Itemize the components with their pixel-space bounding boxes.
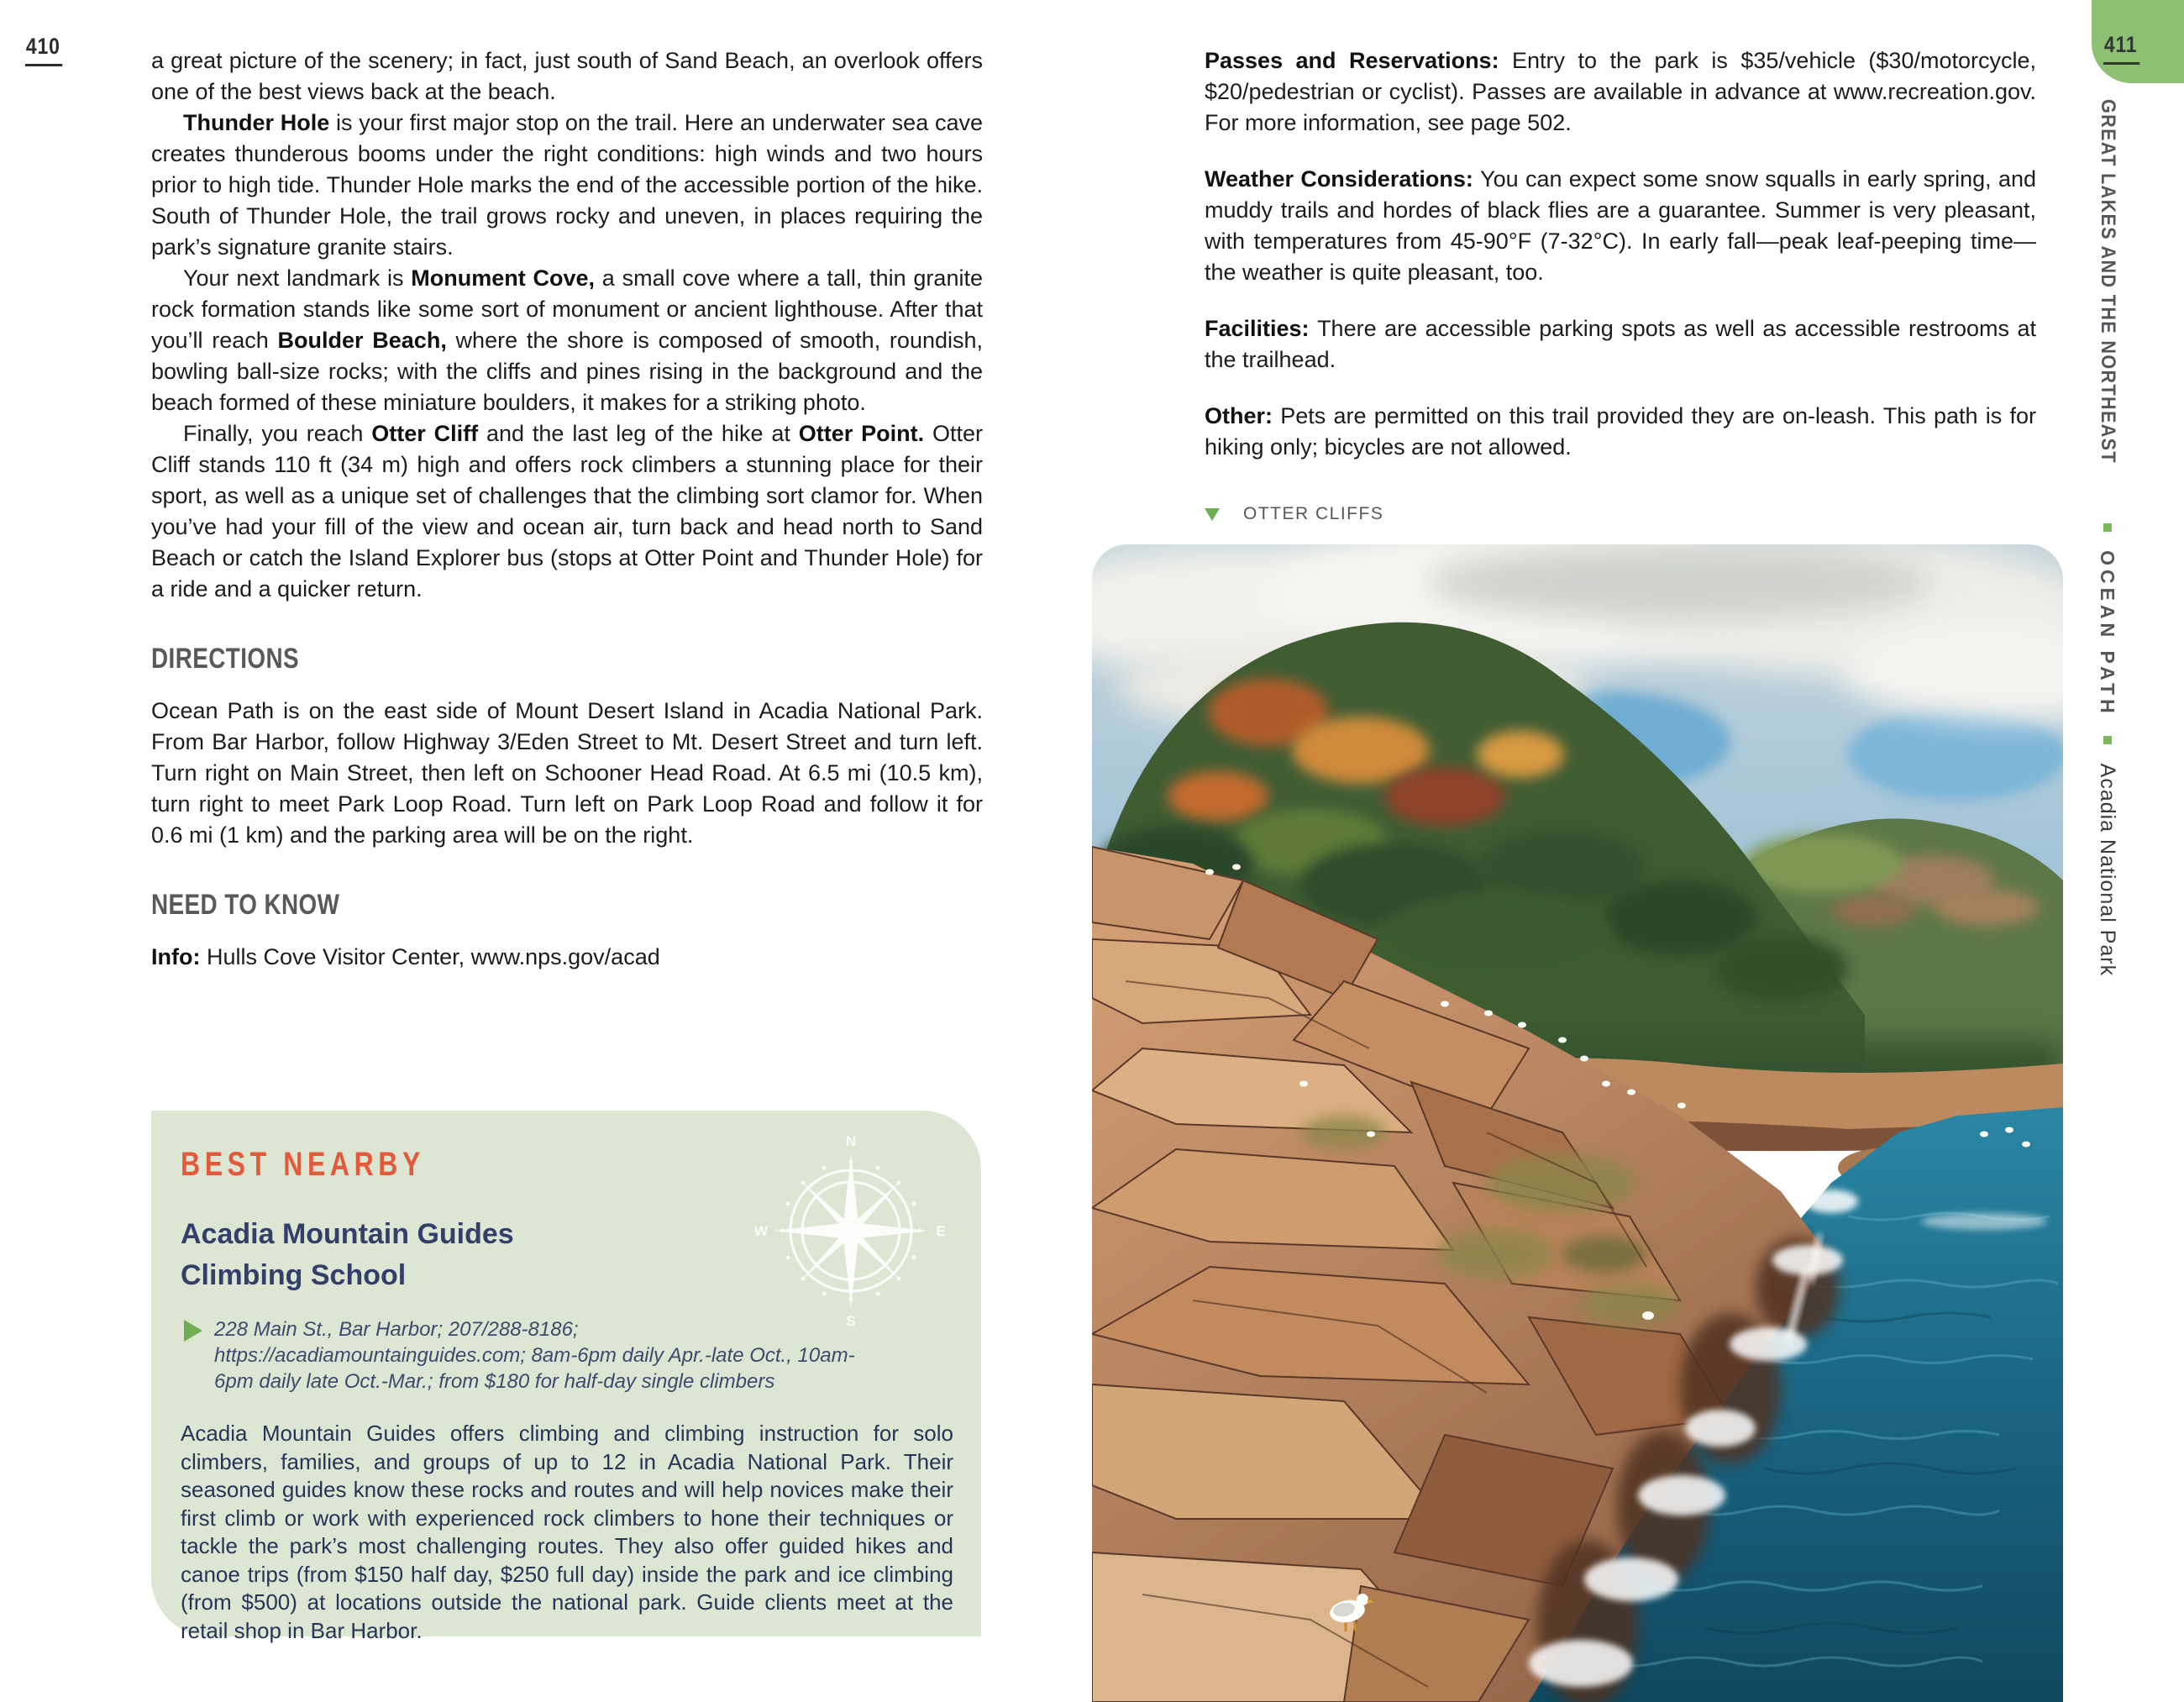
info-label: Info: — [151, 944, 207, 969]
svg-text:S: S — [846, 1313, 856, 1327]
listing-details-row — [184, 1316, 953, 1395]
triangle-bullet-icon — [184, 1320, 202, 1342]
green-square-separator-icon — [2103, 523, 2112, 532]
info-block: Other: Pets are permitted on this trail provided they are on-leash. This path is for hiking only; bicycles are not allowed. — [1205, 403, 2036, 460]
listing-details: 228 Main St., Bar Harbor; 207/288-8186; https://acadiamountainguides.com; 8am-6pm daily Apr.-late Oct., 10am-6pm daily late Oct.-Mar.; from $180 for half-day single climbers — [214, 1318, 855, 1393]
info-value: Hulls Cove Visitor Center, www.nps.gov/acad — [206, 944, 660, 969]
sidebar-park-title: Acadia National Park — [2096, 763, 2119, 977]
photo-caption: OTTER CLIFFS — [1243, 504, 1384, 523]
need-to-know-heading: NEED TO KNOW — [151, 889, 340, 921]
compass-rose-icon — [754, 1134, 948, 1327]
info-block: Facilities: There are accessible parking spots as well as accessible restrooms at the trailhead. — [1205, 316, 2036, 372]
sidebar-trail-title: OCEAN PATH — [2097, 550, 2118, 717]
sidebar-chapter-title: GREAT LAKES AND THE NORTHEAST — [2097, 99, 2119, 464]
body-paragraph: Your next landmark is Monument Cove, a small cove where a tall, thin granite rock formation stands like some sort of monument or ancient lighthouse. After that you’ll reach Boulder Beach, where the shore is composed of smooth, roundish, bowling ball-size rocks; with the cliffs and pines rising in the background and the beach formed of these miniature boulders, it makes for a striking photo. — [151, 265, 984, 415]
sidebar-running-head — [2095, 99, 2119, 1090]
otter-cliffs-photo — [1092, 544, 2063, 1702]
caption-triangle-icon — [1205, 508, 1220, 521]
svg-text:W: W — [754, 1223, 769, 1239]
best-nearby-box — [151, 1111, 981, 1643]
page-number-left: 410 — [25, 34, 62, 66]
listing-name: Acadia Mountain Guides Climbing School — [181, 1218, 514, 1291]
body-paragraph: a great picture of the scenery; in fact, just south of Sand Beach, an overlook offers one of the best views back at the beach. — [151, 48, 983, 104]
svg-text:E: E — [936, 1223, 946, 1239]
directions-heading: DIRECTIONS — [151, 643, 300, 675]
left-text-column — [151, 45, 983, 973]
page-number-right: 411 — [2103, 32, 2139, 65]
best-nearby-heading: BEST NEARBY — [181, 1146, 425, 1183]
body-paragraph: Finally, you reach Otter Cliff and the last leg of the hike at Otter Point. Otter Cliff stands 110 ft (34 m) high and offers rock climbers a stunning place for their sport, as well as a unique set of challenges that the climbing sort clamor for. When you’ve had your fill of the view and ocean air, turn back and head north to Sand Beach or catch the Island Explorer bus (stops at Otter Point and Thunder Hole) for a ride and a quicker return. — [151, 421, 983, 601]
directions-paragraph: Ocean Path is on the east side of Mount Desert Island in Acadia National Park. From Bar Harbor, follow Highway 3/Eden Street to Mt. Desert Street and turn left. Turn right on Main Street, then left on Schooner Head Road. At 6.5 mi (10.5 km), turn right to meet Park Loop Road. Turn left on Park Loop Road and follow it for 0.6 mi (1 km) and the parking area will be on the right. — [151, 698, 983, 848]
right-text-column — [1205, 45, 2036, 488]
svg-text:N: N — [845, 1134, 857, 1149]
info-block-label: Weather Considerations: — [1205, 166, 1481, 192]
info-block: Weather Considerations: You can expect some snow squalls in early spring, and muddy trails and hordes of black flies are a guarantee. Summer is very pleasant, with temperatures from 45-90°F (7-32°C). In early fall—peak leaf-peeping time—the weather is quite pleasant, too. — [1205, 166, 2036, 285]
listing-description: Acadia Mountain Guides offers climbing and climbing instruction for solo climbers, families, and groups of up to 12 in Acadia National Park. Their seasoned guides know these rocks and routes and will help novices make their first climb or work with experienced rock climbers to hone their techniques or tackle the park’s most challenging routes. They also offer guided hikes and canoe trips (from $150 half day, $250 full day) inside the park and ice climbing (from $500) at locations outside the national park. Guide clients meet at the retail shop in Bar Harbor. — [181, 1421, 953, 1643]
info-block-label: Passes and Reservations: — [1205, 48, 1513, 73]
green-square-separator-icon — [2103, 736, 2112, 744]
info-block: Passes and Reservations: Entry to the park is $35/vehicle ($30/motorcycle, $20/pedestrian or cyclist). Passes are available in advance at www.recreation.gov. For more information, see page 502. — [1205, 48, 2036, 135]
info-block-label: Facilities: — [1205, 316, 1318, 341]
body-paragraph: Thunder Hole is your first major stop on the trail. Here an underwater sea cave creates thunderous booms under the right conditions: high winds and two hours prior to high tide. Thunder Hole marks the end of the accessible portion of the hike. South of Thunder Hole, the trail grows rocky and uneven, in places requiring the park’s signature granite stairs. — [151, 110, 983, 260]
info-block-label: Other: — [1205, 403, 1281, 428]
photo-caption-row — [1205, 504, 1383, 524]
need-to-know-info — [151, 942, 983, 973]
